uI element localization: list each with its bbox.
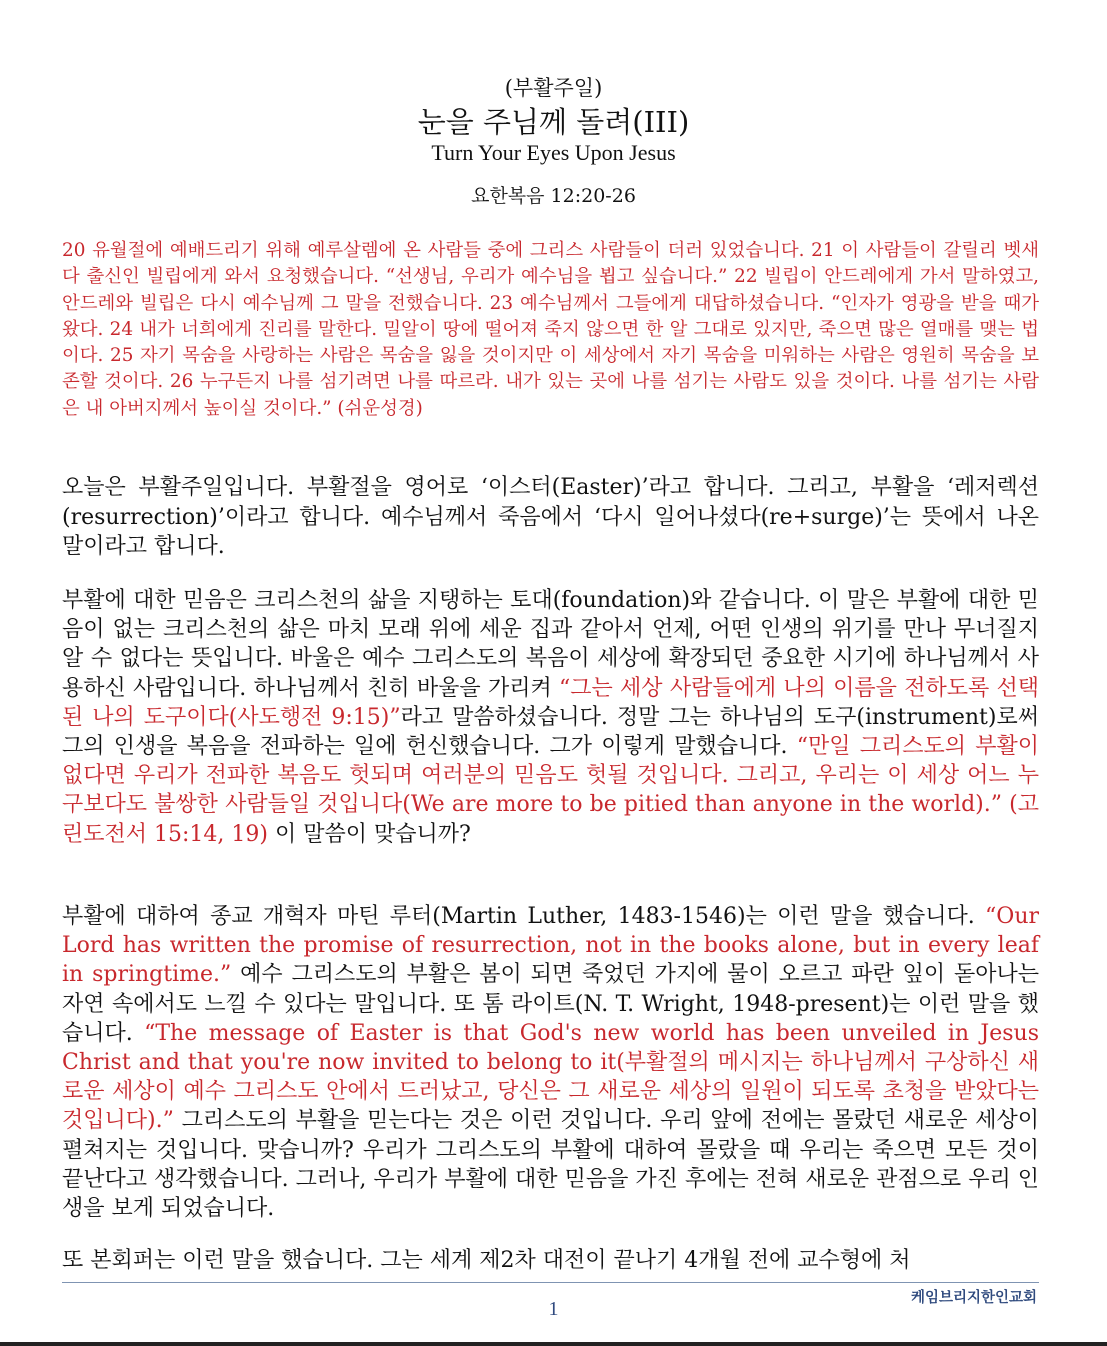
quote-corinthians: “만일 그리스도의 부활이 없다면 우리가 전파한 복음도 헛되며 여러분의 믿음도 헛될 것입니다. 그리고, 우리는 이 세상 어느 누구보다도 불쌍한 사람들일 것입니다(We are more to be pitied than anyone in the world).” (고린도전서 15:14, 19) (62, 734, 1039, 847)
paragraph-resurrection-faith (62, 586, 1039, 849)
page-number: 1 (548, 1298, 559, 1320)
paragraph-text: 부활에 대한 믿음은 크리스천의 삶을 지탱하는 토대(foundation)와 같습니다. 이 말은 부활에 대한 믿음이 없는 크리스천의 삶은 마치 모래 위에 세운 집과 같아서 언제, 어떤 인생의 위기를 만나 무너질지 알 수 없다는 뜻입니다. 바울은 예수 그리스도의 복음이 세상에 확장되던 중요한 시기에 하나님께서 사용하신 사람입니다. 하나님께서 친히 바울을 가리켜 (62, 588, 1039, 701)
paragraph-bonhoeffer: 또 본회퍼는 이런 말을 했습니다. 그는 세계 제2차 대전이 끝나기 4개월 전에 교수형에 처 (62, 1248, 911, 1273)
paragraph-text: 라고 말씀하셨습니다. 정말 그는 하나님의 도구(instrument)로써 그의 인생을 복음을 전파하는 일에 헌신했습니다. 그가 이렇게 말했습니다. (62, 704, 1039, 760)
paragraph-luther-wright (62, 902, 1039, 1223)
paragraph-text: 그리스도의 부활을 믿는다는 것은 이런 것입니다. 우리 앞에 전에는 몰랐던 새로운 세상이 펼쳐지는 것입니다. 맞습니까? 우리가 그리스도의 부활에 대하여 몰랐을 때 우리는 죽으면 모든 것이 끝난다고 생각했습니다. 그러나, 우리가 부활에 대한 믿음을 가진 후에는 전혀 새로운 관점으로 우리 인생을 보게 되었습니다. (62, 1108, 1039, 1222)
church-name: 케임브리지한인교회 (910, 1290, 1037, 1306)
sermon-english-title: Turn Your Eyes Upon Jesus (431, 140, 676, 165)
paragraph-text: 예수 그리스도의 부활은 봄이 되면 죽었던 가지에 물이 오르고 파란 잎이 돋아나는 자연 속에서도 느낄 수 있다는 말입니다. 또 톰 라이트(N. T. Wright, 1948-present)는 이런 말을 했습니다. (62, 962, 1039, 1046)
sermon-subtitle: (부활주일) (504, 76, 603, 100)
scripture-passage: 20 유월절에 예배드리기 위해 예루살렘에 온 사람들 중에 그리스 사람들이 더러 있었습니다. 21 이 사람들이 갈릴리 벳새다 출신인 빌립에게 와서 요청했습니다. “선생님, 우리가 예수님을 뵙고 싶습니다.” 22 빌립이 안드레에게 가서 말하였고, 안드레와 빌립은 다시 예수님께 그 말을 전했습니다. 23 예수님께서 그들에게 대답하셨습니다. “인자가 영광을 받을 때가 왔다. 24 내가 너희에게 진리를 말한다. 밀알이 땅에 떨어져 죽지 않으면 한 알 그대로 있지만, 죽으면 많은 열매를 맺는 법이다. 25 자기 목숨을 사랑하는 사람은 목숨을 잃을 것이지만 이 세상에서 자기 목숨을 미워하는 사람은 영원히 목숨을 보존할 것이다. 26 누구든지 나를 섬기려면 나를 따르라. 내가 있는 곳에 나를 섬기는 사람도 있을 것이다. 나를 섬기는 사람은 내 아버지께서 높이실 것이다.” (쉬운성경) (62, 240, 1039, 419)
page-bottom-border (0, 1342, 1107, 1346)
scripture-reference: 요한복음 12:20-26 (471, 185, 636, 207)
quote-wright: “The message of Easter is that God's new world has been unveiled in Jesus Christ and that you're now invited to belong to it(부활절의 메시지는 하나님께서 구상하신 새로운 세상이 예수 그리스도 안에서 드러났고, 당신은 그 새로운 세상의 일원이 되도록 초청을 받았다는 것입니다).” (62, 1020, 1039, 1134)
paragraph-text: 부활에 대하여 종교 개혁자 마틴 루터(Martin Luther, 1483-1546)는 이런 말을 했습니다. (62, 904, 986, 929)
sermon-title: 눈을 주님께 돌려(III) (417, 105, 690, 139)
footer-divider (62, 1282, 1039, 1283)
paragraph-easter-intro: 오늘은 부활주일입니다. 부활절을 영어로 ‘이스터(Easter)’라고 합니다. 그리고, 부활을 ‘레저렉션(resurrection)’이라고 합니다. 예수님께서 죽음에서 ‘다시 일어나셨다(re+surge)’는 뜻에서 나온 말이라고 합니다. (62, 475, 1039, 559)
quote-luther: “Our Lord has written the promise of resurrection, not in the books alone, but in every leaf in springtime.” (62, 904, 1039, 988)
paragraph-text: 이 말씀이 맞습니까? (267, 821, 471, 847)
quote-acts: “그는 세상 사람들에게 나의 이름을 전하도록 선택된 나의 도구이다(사도행전 9:15)” (62, 675, 1039, 730)
